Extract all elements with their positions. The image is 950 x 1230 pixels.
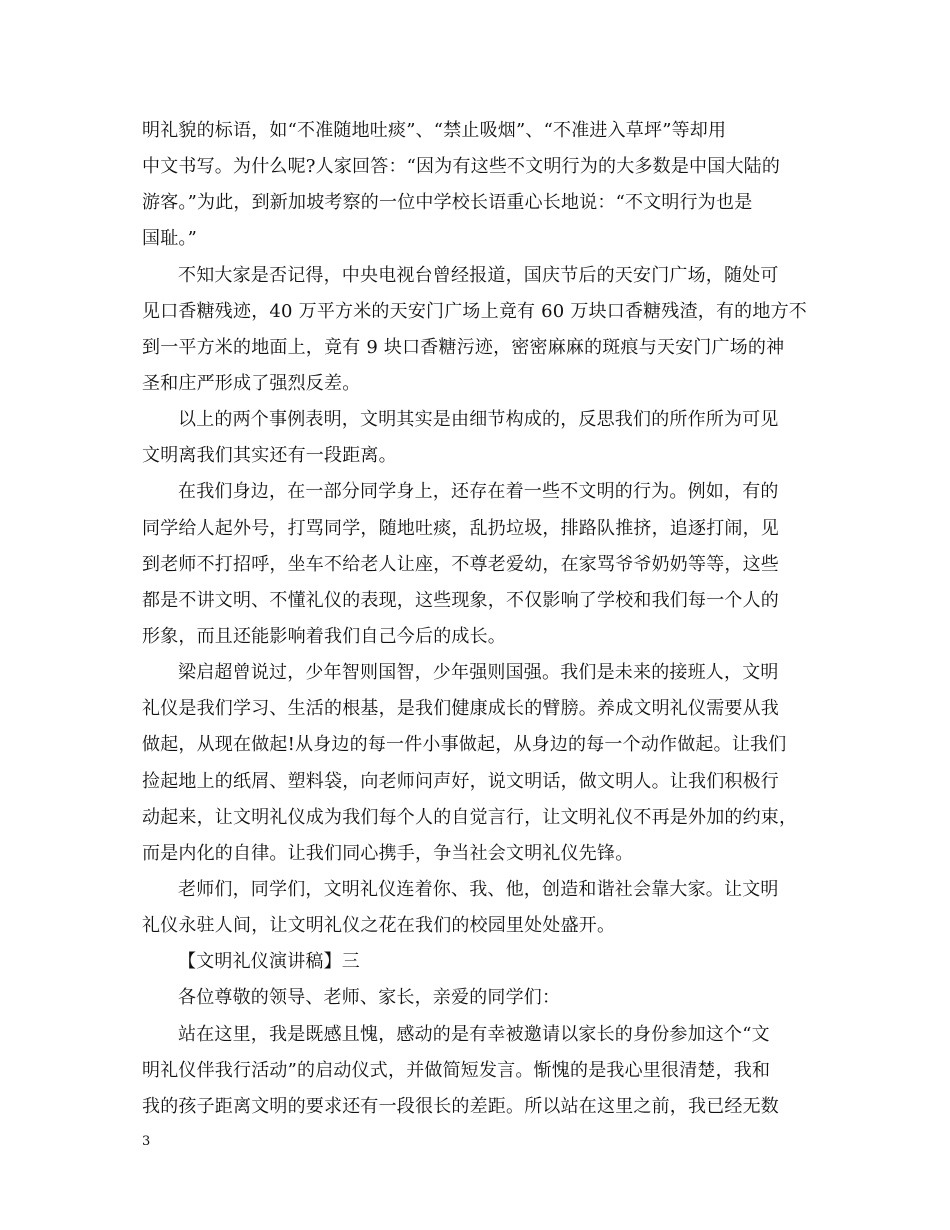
text-line: 在我们身边，在一部分同学身上，还存在着一些不文明的行为。例如，有的 xyxy=(178,481,779,503)
text-line: 都是不讲文明、不懂礼仪的表现，这些现象，不仅影响了学校和我们每一个人的 xyxy=(142,589,779,611)
text-line: 不知大家是否记得，中央电视台曾经报道，国庆节后的天安门广场，随处可 xyxy=(178,264,779,286)
text-line: 礼仪永驻人间，让文明礼仪之花在我们的校园里处处盛开。 xyxy=(142,915,616,937)
text-line: 游客。”为此，到新加坡考察的一位中学校长语重心长地说：“不文明行为也是 xyxy=(142,192,753,214)
text-line: 老师们，同学们，文明礼仪连着你、我、他，创造和谐社会靠大家。让文明 xyxy=(178,878,779,900)
text-line: 到老师不打招呼，坐车不给老人让座，不尊老爱幼，在家骂爷爷奶奶等等，这些 xyxy=(142,553,779,575)
text-line: 梁启超曾说过，少年智则国智，少年强则国强。我们是未来的接班人，文明 xyxy=(178,662,779,684)
text-line: 各位尊敬的领导、老师、家长，亲爱的同学们： xyxy=(178,987,561,1009)
text-line: 以上的两个事例表明，文明其实是由细节构成的，反思我们的所作所为可见 xyxy=(178,409,779,431)
text-line: 做起，从现在做起!从身边的每一件小事做起，从身边的每一个动作做起。让我们 xyxy=(142,734,787,756)
text-line: 圣和庄严形成了强烈反差。 xyxy=(142,372,361,394)
text-line: 见口香糖残迹，40 万平方米的天安门广场上竟有 60 万块口香糖残渣，有的地方不 xyxy=(142,300,807,322)
text-line: 站在这里，我是既感且愧，感动的是有幸被邀请以家长的身份参加这个“文 xyxy=(178,1023,770,1045)
text-line: 明礼貌的标语，如“不准随地吐痰”、“禁止吸烟”、“不准进入草坪”等却用 xyxy=(142,120,727,141)
text-line: 【文明礼仪演讲稿】三 xyxy=(178,951,360,973)
document-body xyxy=(142,113,812,1125)
text-line: 而是内化的自律。让我们同心携手，争当社会文明礼仪先锋。 xyxy=(142,842,634,864)
text-line: 形象，而且还能影响着我们自己今后的成长。 xyxy=(142,625,506,647)
text-line: 中文书写。为什么呢?人家回答：“因为有这些不文明行为的大多数是中国大陆的 xyxy=(142,156,781,178)
text-line: 动起来，让文明礼仪成为我们每个人的自觉言行，让文明礼仪不再是外加的约束， xyxy=(142,806,798,828)
text-line: 同学给人起外号，打骂同学，随地吐痰，乱扔垃圾，排路队推挤，追逐打闹，见 xyxy=(142,517,779,539)
text-line: 捡起地上的纸屑、塑料袋，向老师问声好，说文明话，做文明人。让我们积极行 xyxy=(142,770,779,792)
page-number: 3 xyxy=(142,1134,151,1149)
text-line: 到一平方米的地面上，竟有 9 块口香糖污迹，密密麻麻的斑痕与天安门广场的神 xyxy=(142,336,785,358)
text-line: 我的孩子距离文明的要求还有一段很长的差距。所以站在这里之前，我已经无数 xyxy=(142,1095,779,1117)
text-line: 文明离我们其实还有一段距离。 xyxy=(142,445,397,467)
text-line: 国耻。” xyxy=(142,228,198,250)
text-line: 明礼仪伴我行活动”的启动仪式，并做简短发言。惭愧的是我心里很清楚，我和 xyxy=(142,1059,771,1081)
text-line: 礼仪是我们学习、生活的根基，是我们健康成长的臂膀。养成文明礼仪需要从我 xyxy=(142,698,779,720)
